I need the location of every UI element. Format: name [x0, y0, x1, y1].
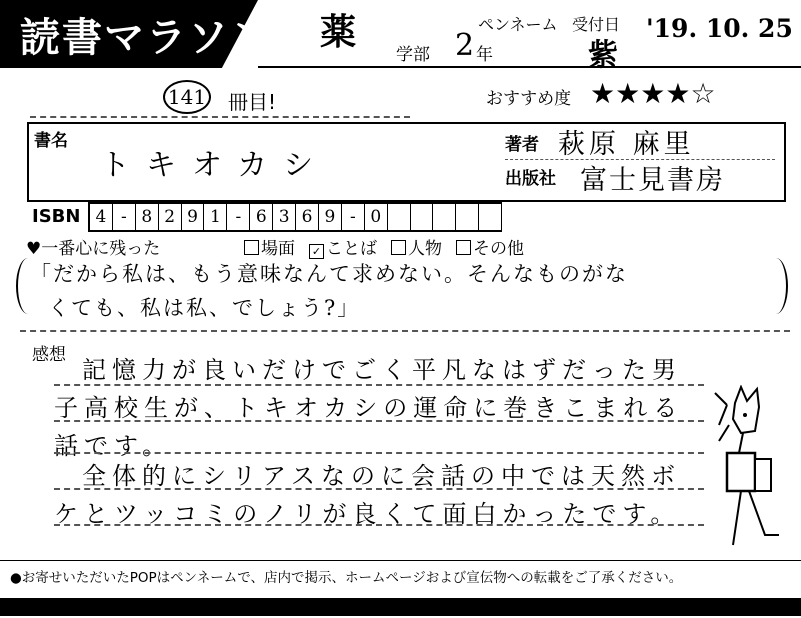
isbn-cell [434, 204, 457, 230]
memorable-option-label: その他 [473, 239, 524, 259]
memorable-option[interactable] [309, 239, 377, 259]
isbn-cell: 8 [136, 204, 159, 230]
footer-note: ●お寄せいただいたPOPはペンネームで、店内で掲示、ホームページおよび宣伝物への転載をご了承ください。 [10, 570, 683, 586]
ruled-line [54, 488, 704, 490]
memorable-option[interactable] [244, 239, 295, 259]
isbn-cell: - [113, 204, 136, 230]
ruled-line [54, 524, 704, 526]
isbn-cell: 6 [296, 204, 319, 230]
impression-top-line [20, 330, 790, 332]
isbn-cell: 1 [205, 204, 228, 230]
impression-line-5: ケとツッコミのノリが良くて面白かったです。 [54, 500, 681, 528]
recommend-label: おすすめ度 [486, 89, 572, 109]
memorable-option-label: 人物 [408, 239, 442, 259]
isbn-cell: 6 [250, 204, 273, 230]
penname-label: ペンネーム [478, 15, 558, 34]
isbn-cell [411, 204, 434, 230]
author-label: 著者 [505, 135, 539, 155]
memorable-option[interactable] [391, 239, 442, 259]
impression-line-4: 全体的にシリアスなのに会話の中では天然ボ [82, 462, 682, 490]
title-label: 書名 [34, 131, 68, 151]
isbn-cells [88, 202, 502, 232]
isbn-cell: 9 [319, 204, 342, 230]
impression-line-1: 記憶力が良いだけでごく平凡なはずだった男 [82, 356, 682, 384]
ruled-line [54, 384, 704, 386]
faculty-label: 学部 [396, 45, 430, 65]
checkbox-empty-icon[interactable] [244, 240, 259, 255]
isbn-label: ISBN [32, 206, 81, 227]
book-title: トキオカシ [100, 148, 330, 183]
star-filled-icon: ★ [590, 77, 616, 110]
faculty-value: 薬 [320, 11, 357, 53]
year-value: 2 [455, 28, 475, 63]
isbn-cell [388, 204, 411, 230]
form-title: 読書マラソン [20, 15, 272, 61]
impression-label: 感想 [32, 345, 66, 365]
recommend-stars [590, 77, 716, 110]
book-count-number: 141 [163, 80, 211, 114]
header-divider [258, 66, 801, 68]
year-label: 年 [476, 45, 493, 65]
memorable-option-label: ことば [326, 239, 377, 259]
memorable-quote-line2: くても、私は私、でしょう?」 [48, 296, 361, 320]
isbn-cell: 4 [90, 204, 113, 230]
publisher-value: 富士見書房 [580, 165, 725, 196]
isbn-cell: 3 [273, 204, 296, 230]
impression-line-3: 話です。 [54, 432, 173, 460]
isbn-cell [456, 204, 479, 230]
received-date: '19. 10. 25 [646, 14, 793, 43]
book-count-suffix: 冊目! [228, 90, 277, 114]
quote-bracket-right [764, 258, 788, 314]
star-filled-icon: ★ [615, 77, 641, 110]
publisher-label: 出版社 [505, 169, 556, 189]
ruled-line [54, 420, 704, 422]
isbn-cell: 0 [365, 204, 388, 230]
footer-divider [0, 560, 801, 561]
footer-bar [0, 598, 801, 616]
memorable-option[interactable] [456, 239, 524, 259]
impression-line-2: 子高校生が、トキオカシの運命に巻きこまれる [54, 394, 684, 422]
star-filled-icon: ★ [665, 77, 691, 110]
mascot-illustration [705, 385, 795, 550]
star-empty-icon: ☆ [690, 77, 716, 110]
count-underline [30, 116, 410, 118]
checkbox-empty-icon[interactable] [456, 240, 471, 255]
isbn-cell: 2 [159, 204, 182, 230]
received-label: 受付日 [572, 15, 621, 34]
isbn-cell [479, 204, 502, 230]
checkbox-checked-icon[interactable]: ✓ [309, 244, 324, 259]
penname-value: 紫 [588, 38, 618, 73]
memorable-label: ♥一番心に残った [26, 239, 161, 259]
memorable-option-label: 場面 [261, 239, 295, 259]
isbn-cell: - [342, 204, 365, 230]
isbn-cell: 9 [182, 204, 205, 230]
author-value: 萩原 麻里 [558, 129, 695, 160]
memorable-quote-line1: 「だから私は、もう意味なんて求めない。そんなものがな [30, 262, 628, 286]
memorable-options [244, 234, 538, 259]
isbn-cell: - [227, 204, 250, 230]
checkbox-empty-icon[interactable] [391, 240, 406, 255]
quote-bracket-left [16, 258, 40, 314]
star-filled-icon: ★ [640, 77, 666, 110]
ruled-line [54, 452, 704, 454]
